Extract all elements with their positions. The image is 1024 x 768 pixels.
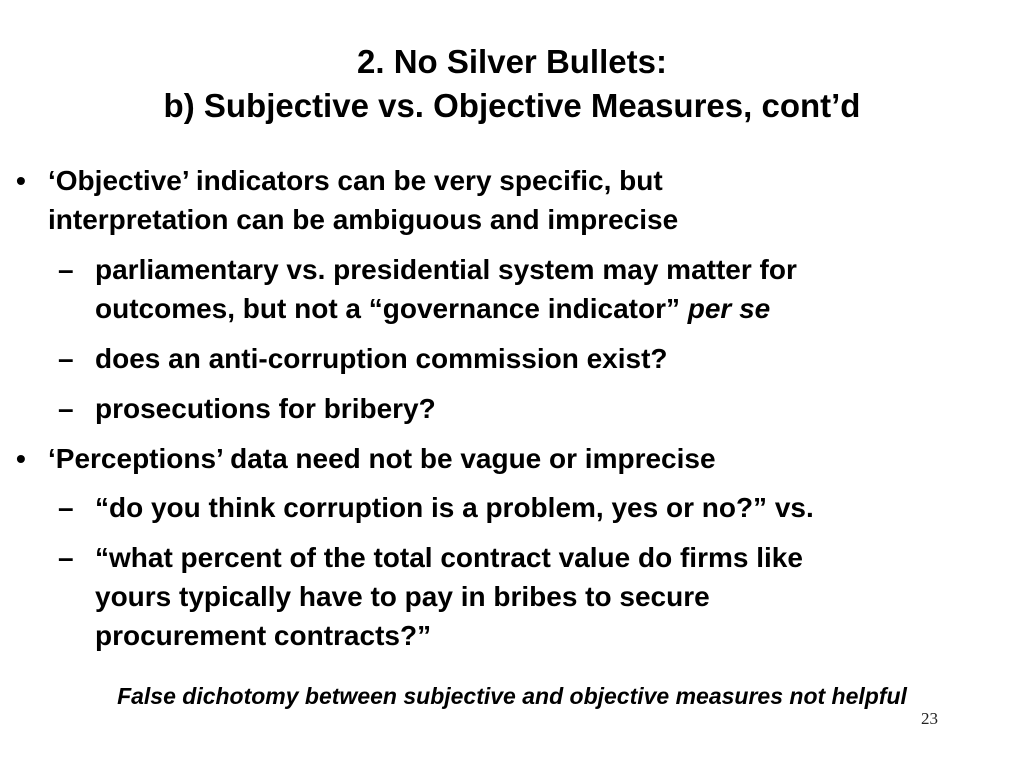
- sub-bullet-text: [95, 339, 668, 378]
- sub-bullet-text: [95, 250, 797, 328]
- sub-bullet-line: “do you think corruption is a problem, yes or no?” vs.: [95, 492, 814, 523]
- sub-bullet-line: prosecutions for bribery?: [95, 393, 436, 424]
- sub-bullet-text: [95, 389, 436, 428]
- dash-marker: –: [58, 393, 74, 424]
- sub-bullet-line: does an anti-corruption commission exist?: [95, 343, 668, 374]
- slide-title: [0, 40, 1024, 128]
- sub-bullet-line: “what percent of the total contract value do firms like: [95, 542, 803, 573]
- sub-bullet-line: [95, 289, 797, 328]
- dash-marker: –: [58, 492, 74, 523]
- bullet-line: interpretation can be ambiguous and imprecise: [48, 204, 679, 235]
- bullet-text: [48, 439, 716, 478]
- bullet-line: ‘Perceptions’ data need not be vague or imprecise: [48, 443, 716, 474]
- page-number: 23: [921, 709, 938, 728]
- bullet-text: [48, 161, 678, 239]
- title-line-2: b) Subjective vs. Objective Measures, cont’d: [163, 87, 861, 124]
- dash-marker: –: [58, 254, 74, 285]
- sub-bullet-line: procurement contracts?”: [95, 620, 432, 651]
- dash-marker: –: [58, 542, 74, 573]
- title-line-1: 2. No Silver Bullets:: [357, 43, 667, 80]
- bullet-line: ‘Objective’ indicators can be very specific, but: [48, 165, 663, 196]
- footer-note: False dichotomy between subjective and objective measures not helpful: [117, 683, 907, 709]
- dash-marker: –: [58, 343, 74, 374]
- sub-bullet-line: parliamentary vs. presidential system may matter for: [95, 254, 797, 285]
- sub-bullet-line-text: outcomes, but not a “governance indicator”: [95, 293, 680, 324]
- sub-bullet-text: [95, 538, 803, 655]
- sub-bullet-text: [95, 488, 814, 527]
- italic-per-se: per se: [687, 293, 771, 324]
- sub-bullet-line: yours typically have to pay in bribes to secure: [95, 581, 710, 612]
- bullet-marker: •: [16, 443, 26, 474]
- bullet-marker: •: [16, 165, 26, 196]
